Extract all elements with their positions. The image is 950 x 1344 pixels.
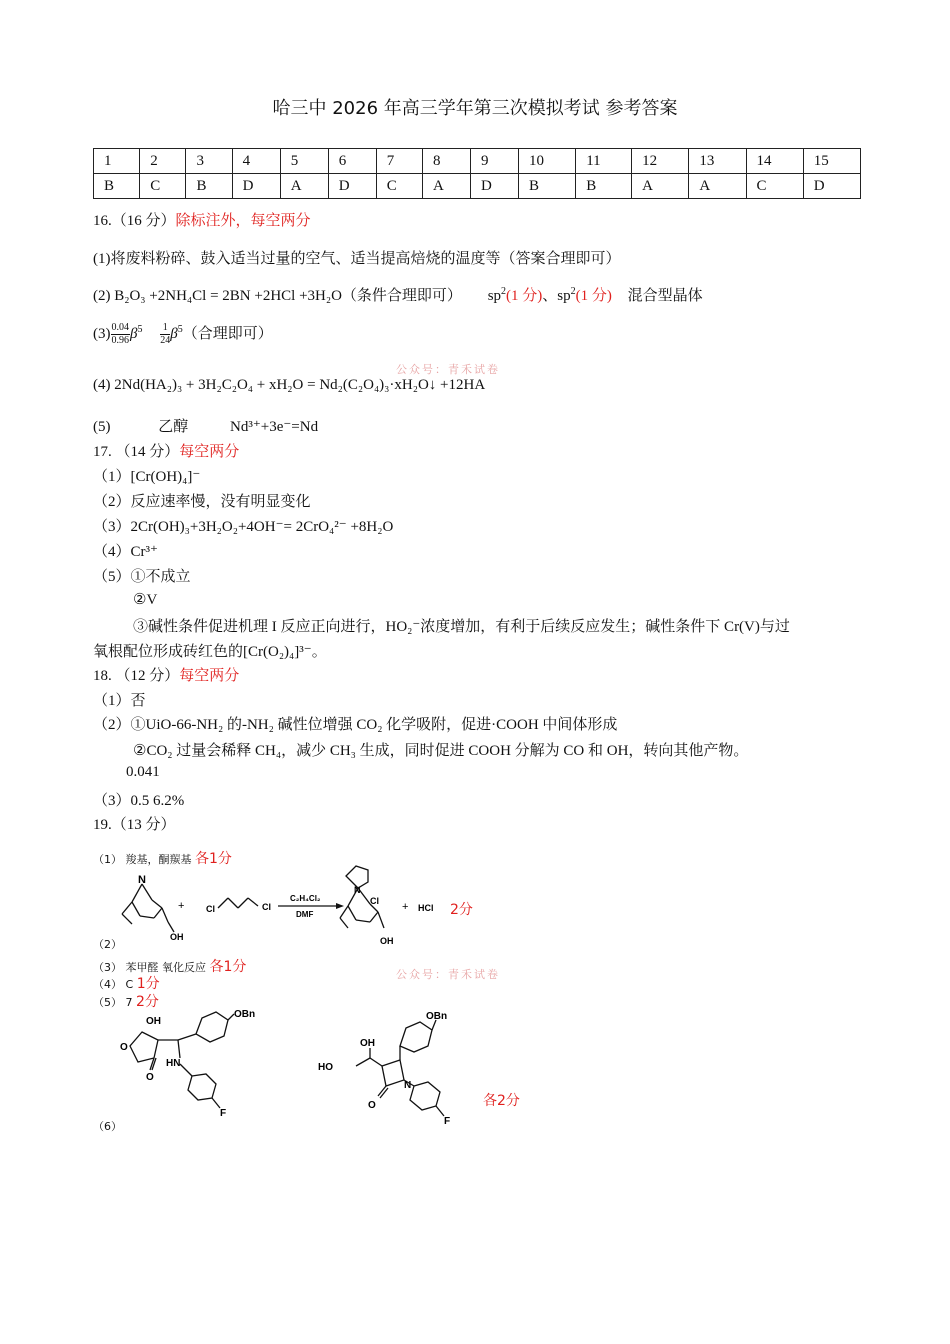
answer-number-cell: 13 bbox=[689, 149, 746, 174]
q19-sub4: （4） C 1分 bbox=[93, 976, 160, 992]
atom-oh: OH bbox=[170, 932, 184, 942]
tropane-reactant-structure bbox=[122, 884, 174, 932]
q17-part5: （5）①不成立 bbox=[93, 569, 191, 585]
answer-number-cell: 10 bbox=[519, 149, 576, 174]
q19-sub2: （2） bbox=[93, 938, 122, 951]
answer-number-cell: 4 bbox=[232, 149, 280, 174]
q16-part5: (5) 乙醇 Nd³⁺+3e⁻=Nd bbox=[93, 419, 319, 435]
answer-number-cell: 15 bbox=[803, 149, 860, 174]
atom-obn: OBn bbox=[426, 1011, 448, 1022]
q18-scoring-note: 每空两分 bbox=[179, 666, 240, 684]
q19-sub6-points: 各2分 bbox=[483, 1093, 520, 1109]
q18-part2b: ②CO₂ 过量会稀释 CH₄，减少 CH₃ 生成，同时促进 COOH 分解为 CO 和 OH，转向其他产物。 bbox=[133, 743, 749, 759]
answer-choice-cell: A bbox=[422, 174, 470, 199]
answer-choice-cell: A bbox=[280, 174, 328, 199]
answer-choice-cell: C bbox=[140, 174, 186, 199]
atom-ho: HO bbox=[318, 1062, 333, 1073]
answer-number-cell: 2 bbox=[140, 149, 186, 174]
answer-number-cell: 1 bbox=[94, 149, 140, 174]
answer-number-cell: 8 bbox=[422, 149, 470, 174]
q19-sub2-points: 2分 bbox=[450, 902, 473, 918]
atom-n: N bbox=[404, 1080, 412, 1091]
atom-oh: OH bbox=[360, 1038, 375, 1049]
answer-table bbox=[93, 148, 861, 199]
q16-part1: (1)将废料粉碎、鼓入适当过量的空气、适当提高焙烧的温度等（答案合理即可） bbox=[93, 251, 621, 267]
q16-scoring-note: 除标注外，每空两分 bbox=[175, 211, 311, 229]
q16-part3: (3) $\frac{0.04}{0.96}$ $\beta^5$ $\frac{1}{24}$ $\beta^5$（合理即可） bbox=[93, 322, 273, 347]
answer-table-number-row bbox=[94, 149, 861, 174]
answer-choice-cell: D bbox=[328, 174, 376, 199]
atom-n-plus: N bbox=[354, 885, 361, 895]
atom-o: O bbox=[368, 1100, 376, 1111]
answer-number-cell: 7 bbox=[376, 149, 422, 174]
hcl-label: HCl bbox=[418, 903, 434, 913]
dichlorobutane-structure bbox=[218, 898, 258, 908]
q19-sub6: （6） bbox=[93, 1120, 122, 1133]
plus-sign: + bbox=[402, 901, 409, 913]
q18-heading: 18. （12 分）每空两分 bbox=[93, 666, 240, 684]
q16-part2-equation: (2) B₂O₃ +2NH₄Cl = 2BN +2HCl +3H₂O（条件合理即可） bbox=[93, 288, 462, 304]
answer-choice-cell: A bbox=[632, 174, 689, 199]
answer-choice-cell: B bbox=[576, 174, 632, 199]
atom-o: O bbox=[146, 1072, 154, 1083]
atom-cl: Cl bbox=[370, 896, 379, 906]
fraction: $\frac{0.04}{0.96}$ bbox=[111, 322, 129, 347]
answer-number-cell: 12 bbox=[632, 149, 689, 174]
q17-part4: （4）Cr³⁺ bbox=[93, 544, 158, 560]
answer-number-cell: 5 bbox=[280, 149, 328, 174]
q16-part2: (2) B₂O₃ +2NH₄Cl = 2BN +2HCl +3H₂O（条件合理即可） $sp^2(1$ 分)、$sp^2(1$ 分) 混合型晶体 bbox=[93, 286, 703, 304]
atom-obn: OBn bbox=[234, 1009, 256, 1020]
answer-number-cell: 3 bbox=[186, 149, 232, 174]
answer-choice-cell: D bbox=[471, 174, 519, 199]
q19-structure-azetidinone bbox=[316, 1004, 476, 1132]
q17-part2: （2）反应速率慢，没有明显变化 bbox=[93, 494, 311, 510]
atom-o: O bbox=[120, 1042, 128, 1053]
q18-part2c: 0.041 bbox=[126, 764, 160, 780]
atom-cl: Cl bbox=[206, 904, 215, 914]
q19-heading: 19.（13 分） bbox=[93, 817, 176, 833]
atom-f: F bbox=[220, 1108, 227, 1119]
q17-part3: （3）2Cr(OH)₃+3H₂O₂+4OH⁻= 2CrO₄²⁻ +8H₂O bbox=[93, 519, 394, 535]
q19-sub5: （5） 7 2分 bbox=[93, 994, 159, 1010]
q17-scoring-note: 每空两分 bbox=[179, 442, 240, 460]
reagent-top: C₂H₄Cl₂ bbox=[290, 894, 321, 903]
answer-choice-cell: B bbox=[94, 174, 140, 199]
q18-part3: （3）0.5 6.2% bbox=[93, 793, 185, 809]
answer-number-cell: 11 bbox=[576, 149, 632, 174]
answer-choice-cell: B bbox=[519, 174, 576, 199]
plus-sign: + bbox=[178, 900, 185, 912]
q16-heading: 16.（16 分）除标注外，每空两分 bbox=[93, 211, 311, 229]
q16-part4-equation: (4) 2Nd(HA₂)₃ + 3H₂C₂O₄ + xH₂O = Nd₂(C₂O₄)₃·xH₂O↓ +12HA bbox=[93, 377, 486, 393]
q18-part2: （2）①UiO-66-NH₂ 的-NH₂ 碱性位增强 CO₂ 化学吸附，促进·COOH 中间体形成 bbox=[93, 717, 618, 733]
reagent-bottom: DMF bbox=[296, 910, 314, 919]
q19-reaction-scheme bbox=[118, 862, 498, 950]
answer-number-cell: 6 bbox=[328, 149, 376, 174]
answer-number-cell: 14 bbox=[746, 149, 803, 174]
q17-heading: 17. （14 分）每空两分 bbox=[93, 442, 240, 460]
answer-table-answer-row bbox=[94, 174, 861, 199]
q19-structure-lactone bbox=[112, 1004, 272, 1124]
atom-hn: HN bbox=[166, 1058, 181, 1069]
q17-part5d: 氧根配位形成砖红色的[Cr(O₂)₄]³⁻。 bbox=[93, 644, 327, 660]
answer-choice-cell: D bbox=[232, 174, 280, 199]
q17-part5b: ②V bbox=[133, 592, 158, 608]
watermark: 公众号：青禾试卷 bbox=[396, 363, 500, 376]
answer-choice-cell: D bbox=[803, 174, 860, 199]
answer-number-cell: 9 bbox=[471, 149, 519, 174]
atom-oh: OH bbox=[380, 936, 394, 946]
answer-choice-cell: C bbox=[746, 174, 803, 199]
q18-part1: （1）否 bbox=[93, 693, 146, 709]
answer-choice-cell: C bbox=[376, 174, 422, 199]
arrow-head bbox=[336, 903, 344, 909]
page-title: 哈三中 2026 年高三学年第三次模拟考试 参考答案 bbox=[272, 98, 678, 119]
atom-oh: OH bbox=[146, 1016, 161, 1027]
q19-sub1: （1） 羧基，酮羰基 各1分 bbox=[93, 851, 232, 867]
watermark: 公众号：青禾试卷 bbox=[396, 968, 500, 981]
q17-part1: （1）[Cr(OH)₄]⁻ bbox=[93, 469, 201, 485]
atom-cl: Cl bbox=[262, 902, 271, 912]
fraction: $\frac{1}{24}$ bbox=[160, 322, 171, 347]
atom-f: F bbox=[444, 1116, 451, 1127]
q17-part5c: ③碱性条件促进机理 I 反应正向进行，HO₂⁻浓度增加，有利于后续反应发生；碱性条件下 Cr(V)与过 bbox=[133, 619, 790, 635]
answer-choice-cell: B bbox=[186, 174, 232, 199]
answer-choice-cell: A bbox=[689, 174, 746, 199]
atom-n: N bbox=[138, 874, 146, 886]
q19-sub3: （3） 苯甲醛 氧化反应 各1分 bbox=[93, 959, 247, 975]
